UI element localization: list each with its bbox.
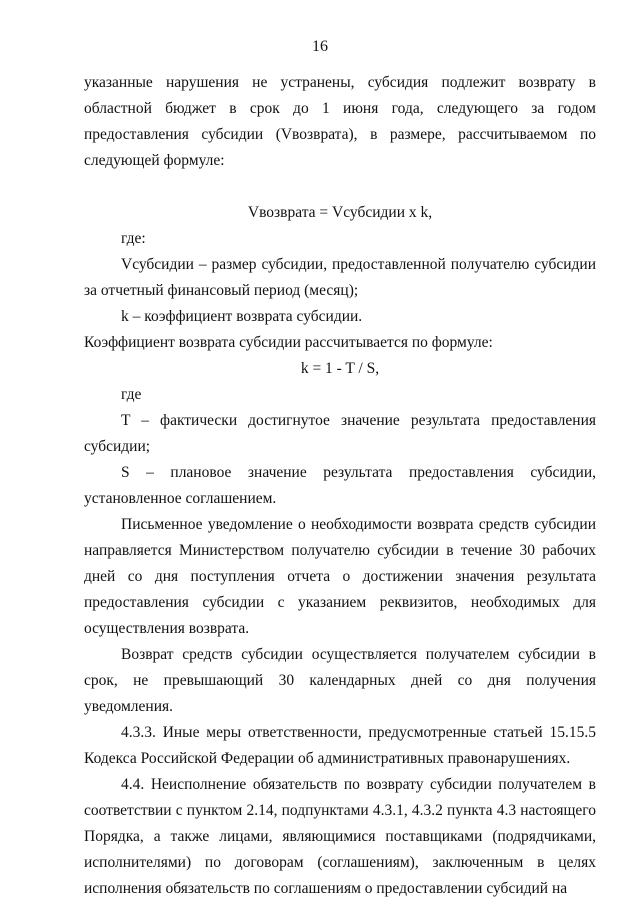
formula-coefficient: k = 1 - T / S, bbox=[300, 360, 380, 377]
definition-k: k – коэффициент возврата субсидии. bbox=[121, 308, 363, 325]
paragraph-coefficient-intro: Коэффициент возврата субсидии рассчитывается по формуле: bbox=[84, 334, 493, 351]
paragraph-4-4: 4.4. Неисполнение обязательств по возврату субсидии получателем в соответствии с пунктом 2.14, подпунктами 4.3.1, 4.3.2 пункта 4.3 настоящего Порядка, а также лицами, являющимися поставщиками (подрядчиками, исполнителями) по договорам (соглашениям), заключенным в целях исполнения обязательств по соглашениям о предоставлении субсидий на bbox=[84, 776, 596, 897]
definition-s: S – плановое значение результата предоставления субсидии, установленное соглашением. bbox=[84, 464, 596, 507]
formula-where-label-2: где bbox=[121, 386, 142, 403]
definition-t: T – фактически достигнутое значение результата предоставления субсидии; bbox=[84, 412, 596, 455]
formula-return-amount: Vвозврата = Vсубсидии x k, bbox=[247, 204, 433, 221]
page-number: 16 bbox=[312, 38, 328, 55]
paragraph-notification: Письменное уведомление о необходимости возврата средств субсидии направляется Министерством получателю субсидии в течение 30 рабочих дней со дня поступления отчета о достижении значения результата предоставления субсидии с указанием реквизитов, необходимых для осуществления возврата. bbox=[84, 516, 596, 637]
formula-where-label: где: bbox=[121, 230, 146, 247]
paragraph-4-3-3: 4.3.3. Иные меры ответственности, предусмотренные статьей 15.15.5 Кодекса Российской Федерации об административных правонарушениях. bbox=[84, 724, 596, 767]
document-body bbox=[84, 70, 596, 902]
definition-v-subsidy: Vсубсидии – размер субсидии, предоставленной получателю субсидии за отчетный финансовый период (месяц); bbox=[84, 256, 596, 299]
paragraph-return-term: Возврат средств субсидии осуществляется получателем субсидии в срок, не превышающий 30 календарных дней со дня получения уведомления. bbox=[84, 646, 596, 715]
paragraph-return-condition: указанные нарушения не устранены, субсидия подлежит возврату в областной бюджет в срок до 1 июня года, следующего за годом предоставления субсидии (Vвозврата), в размере, рассчитываемом по следующей формуле: bbox=[84, 74, 596, 169]
